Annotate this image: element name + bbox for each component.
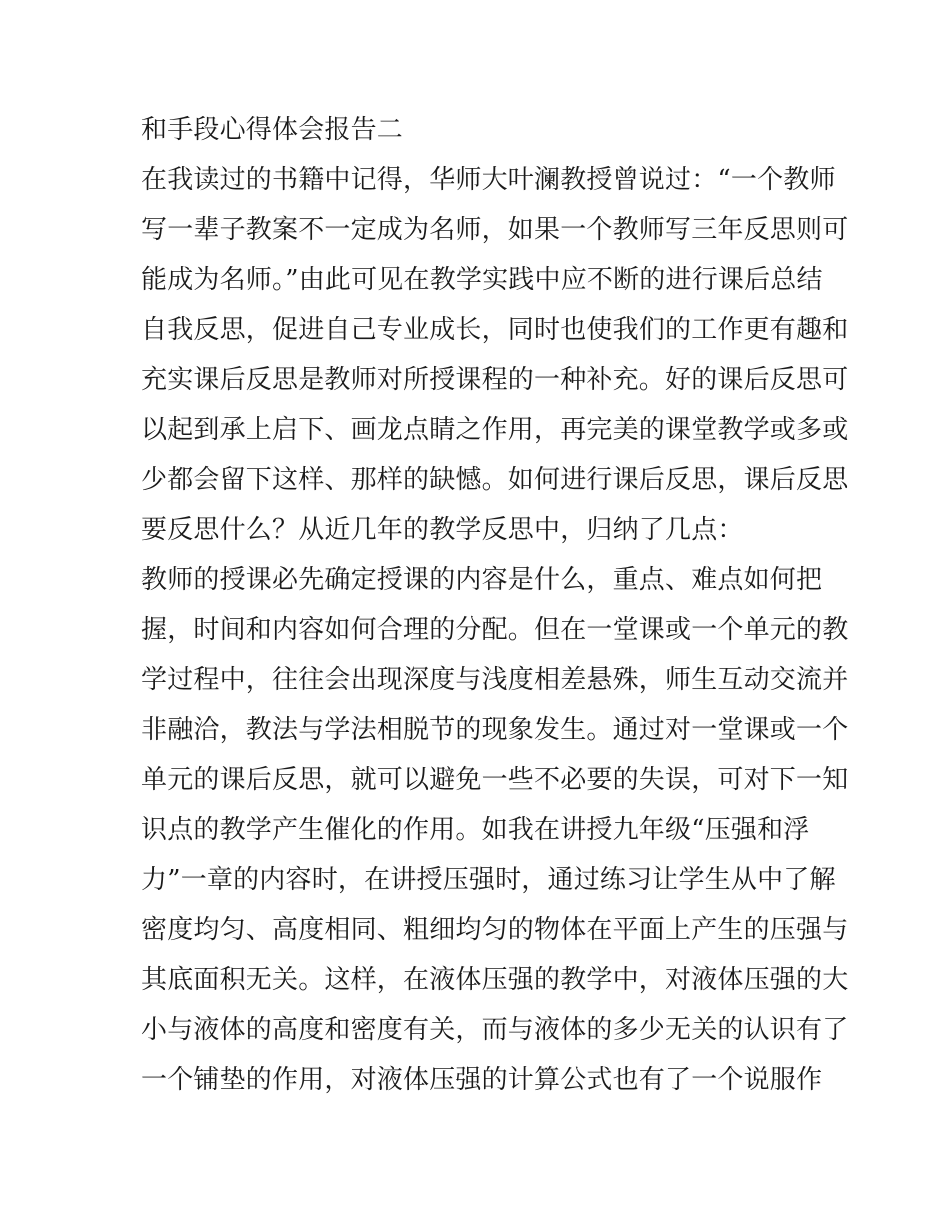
document-title: 和手段心得体会报告二: [141, 115, 404, 145]
text-line: 以起到承上启下、画龙点睛之作用，再完美的课堂教学或多或: [141, 415, 849, 445]
text-line: 其底面积无关。这样，在液体压强的教学中，对液体压强的大: [141, 965, 849, 995]
text-line: 要反思什么？从近几年的教学反思中，归纳了几点：: [141, 515, 744, 545]
text-line: 握，时间和内容如何合理的分配。但在一堂课或一个单元的教: [141, 615, 849, 645]
text-line: 能成为名师。”由此可见在教学实践中应不断的进行课后总结: [141, 265, 823, 295]
text-line: 密度均匀、高度相同、粗细均匀的物体在平面上产生的压强与: [141, 915, 849, 945]
text-line: 识点的教学产生催化的作用。如我在讲授九年级“压强和浮: [141, 815, 810, 845]
text-line: 单元的课后反思，就可以避免一些不必要的失误，可对下一知: [141, 765, 849, 795]
text-line: 自我反思，促进自己专业成长，同时也使我们的工作更有趣和: [141, 315, 849, 345]
text-line: 教师的授课必先确定授课的内容是什么，重点、难点如何把: [141, 565, 823, 595]
text-line: 写一辈子教案不一定成为名师，如果一个教师写三年反思则可: [141, 215, 849, 245]
text-line: 力”一章的内容时，在讲授压强时，通过练习让学生从中了解: [141, 865, 836, 895]
text-line: 少都会留下这样、那样的缺憾。如何进行课后反思，课后反思: [141, 465, 849, 495]
text-line: 非融洽，教法与学法相脱节的现象发生。通过对一堂课或一个: [141, 715, 849, 745]
text-line: 小与液体的高度和密度有关，而与液体的多少无关的认识有了: [141, 1015, 849, 1045]
text-line: 一个铺垫的作用，对液体压强的计算公式也有了一个说服作: [141, 1065, 823, 1095]
text-line: 学过程中，往往会出现深度与浅度相差悬殊，师生互动交流并: [141, 665, 849, 695]
text-line: 在我读过的书籍中记得，华师大叶澜教授曾说过：“一个教师: [141, 165, 836, 195]
text-line: 充实课后反思是教师对所授课程的一种补充。好的课后反思可: [141, 365, 849, 395]
